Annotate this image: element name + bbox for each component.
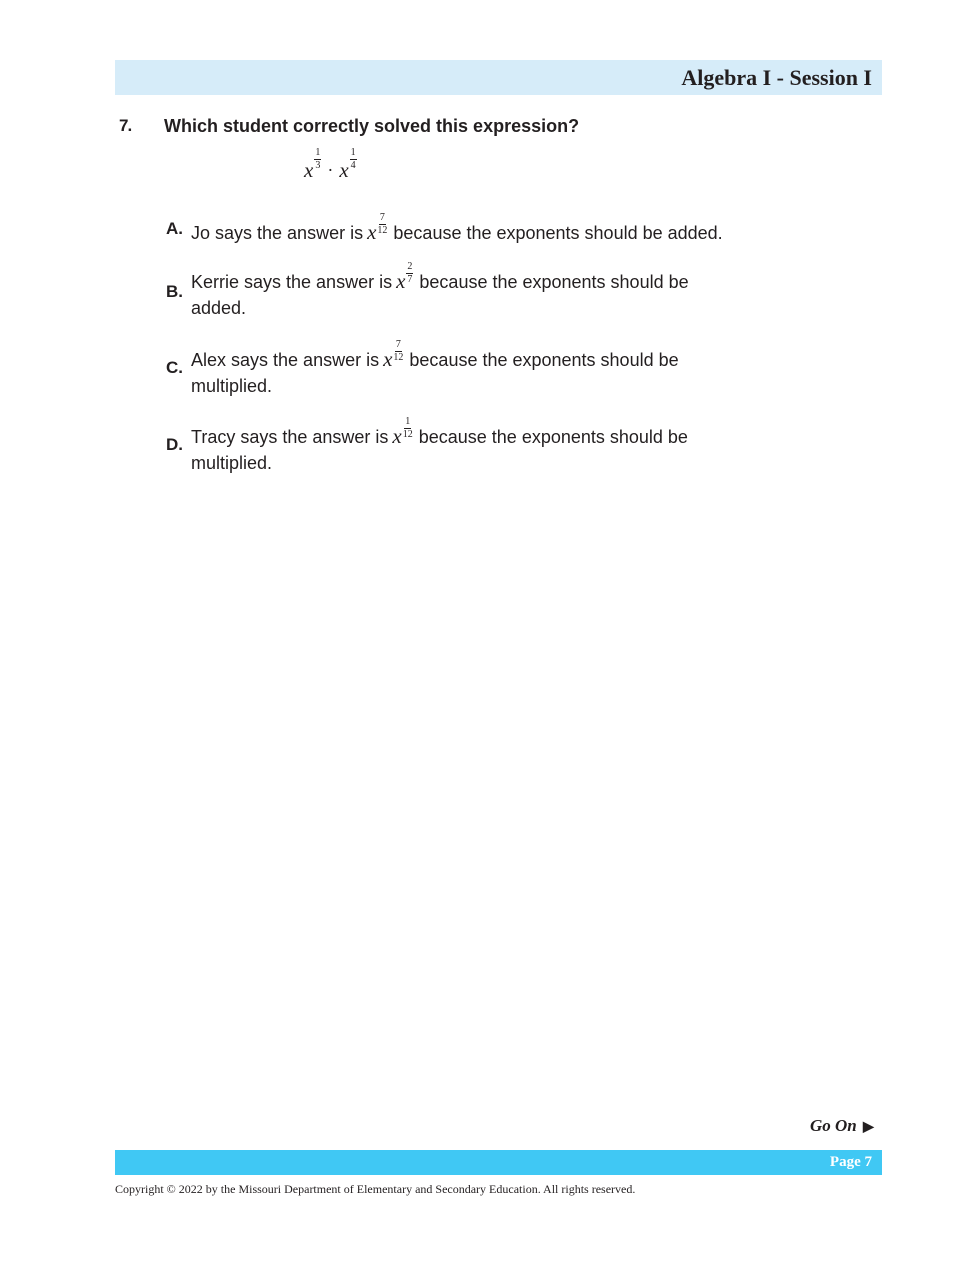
choice-letter: C. bbox=[166, 358, 183, 377]
expr-base-2: x bbox=[339, 158, 349, 182]
header-bar bbox=[115, 60, 882, 95]
choice-text: Kerrie says the answer is x $\frac{2}{7}$ because the exponents should be added. bbox=[191, 261, 689, 318]
footer-bar bbox=[115, 1150, 882, 1175]
choice-letter: B. bbox=[166, 282, 183, 301]
expression bbox=[304, 147, 357, 183]
choice-text: Tracy says the answer is x $\frac{1}{12}$ because the exponents should be multiplied. bbox=[191, 416, 688, 473]
session-title: Algebra I - Session I bbox=[681, 65, 872, 90]
answer-expression: x $\frac{2}{7}$ bbox=[396, 261, 413, 293]
copyright-notice: Copyright © 2022 by the Missouri Department of Elementary and Secondary Education. All rights reserved. bbox=[115, 1182, 636, 1196]
expr-exponent-2: $\frac{1}{4}$ bbox=[350, 147, 356, 171]
answer-expression: x $\frac{7}{12}$ bbox=[383, 339, 404, 371]
answer-expression: x $\frac{7}{12}$ bbox=[367, 212, 388, 244]
answer-expression: x $\frac{1}{12}$ bbox=[392, 416, 413, 448]
play-arrow-icon: ▶ bbox=[863, 1120, 874, 1135]
choice-letter: D. bbox=[166, 435, 183, 454]
choice-text: Alex says the answer is x $\frac{7}{12}$ because the exponents should be multiplied. bbox=[191, 339, 679, 396]
question-number: 7. bbox=[119, 116, 132, 135]
multiply-operator: · bbox=[327, 160, 334, 180]
question-text: Which student correctly solved this expression? bbox=[164, 116, 580, 136]
go-on-indicator: Go On ▶ bbox=[810, 1116, 874, 1135]
page-number: Page 7 bbox=[829, 1154, 872, 1170]
choice-text: Jo says the answer is x $\frac{7}{12}$ because the exponents should be added. bbox=[191, 212, 723, 244]
expr-base-1: x bbox=[304, 158, 314, 182]
expr-exponent-1: $\frac{1}{3}$ bbox=[315, 147, 321, 171]
choice-letter: A. bbox=[166, 219, 183, 238]
